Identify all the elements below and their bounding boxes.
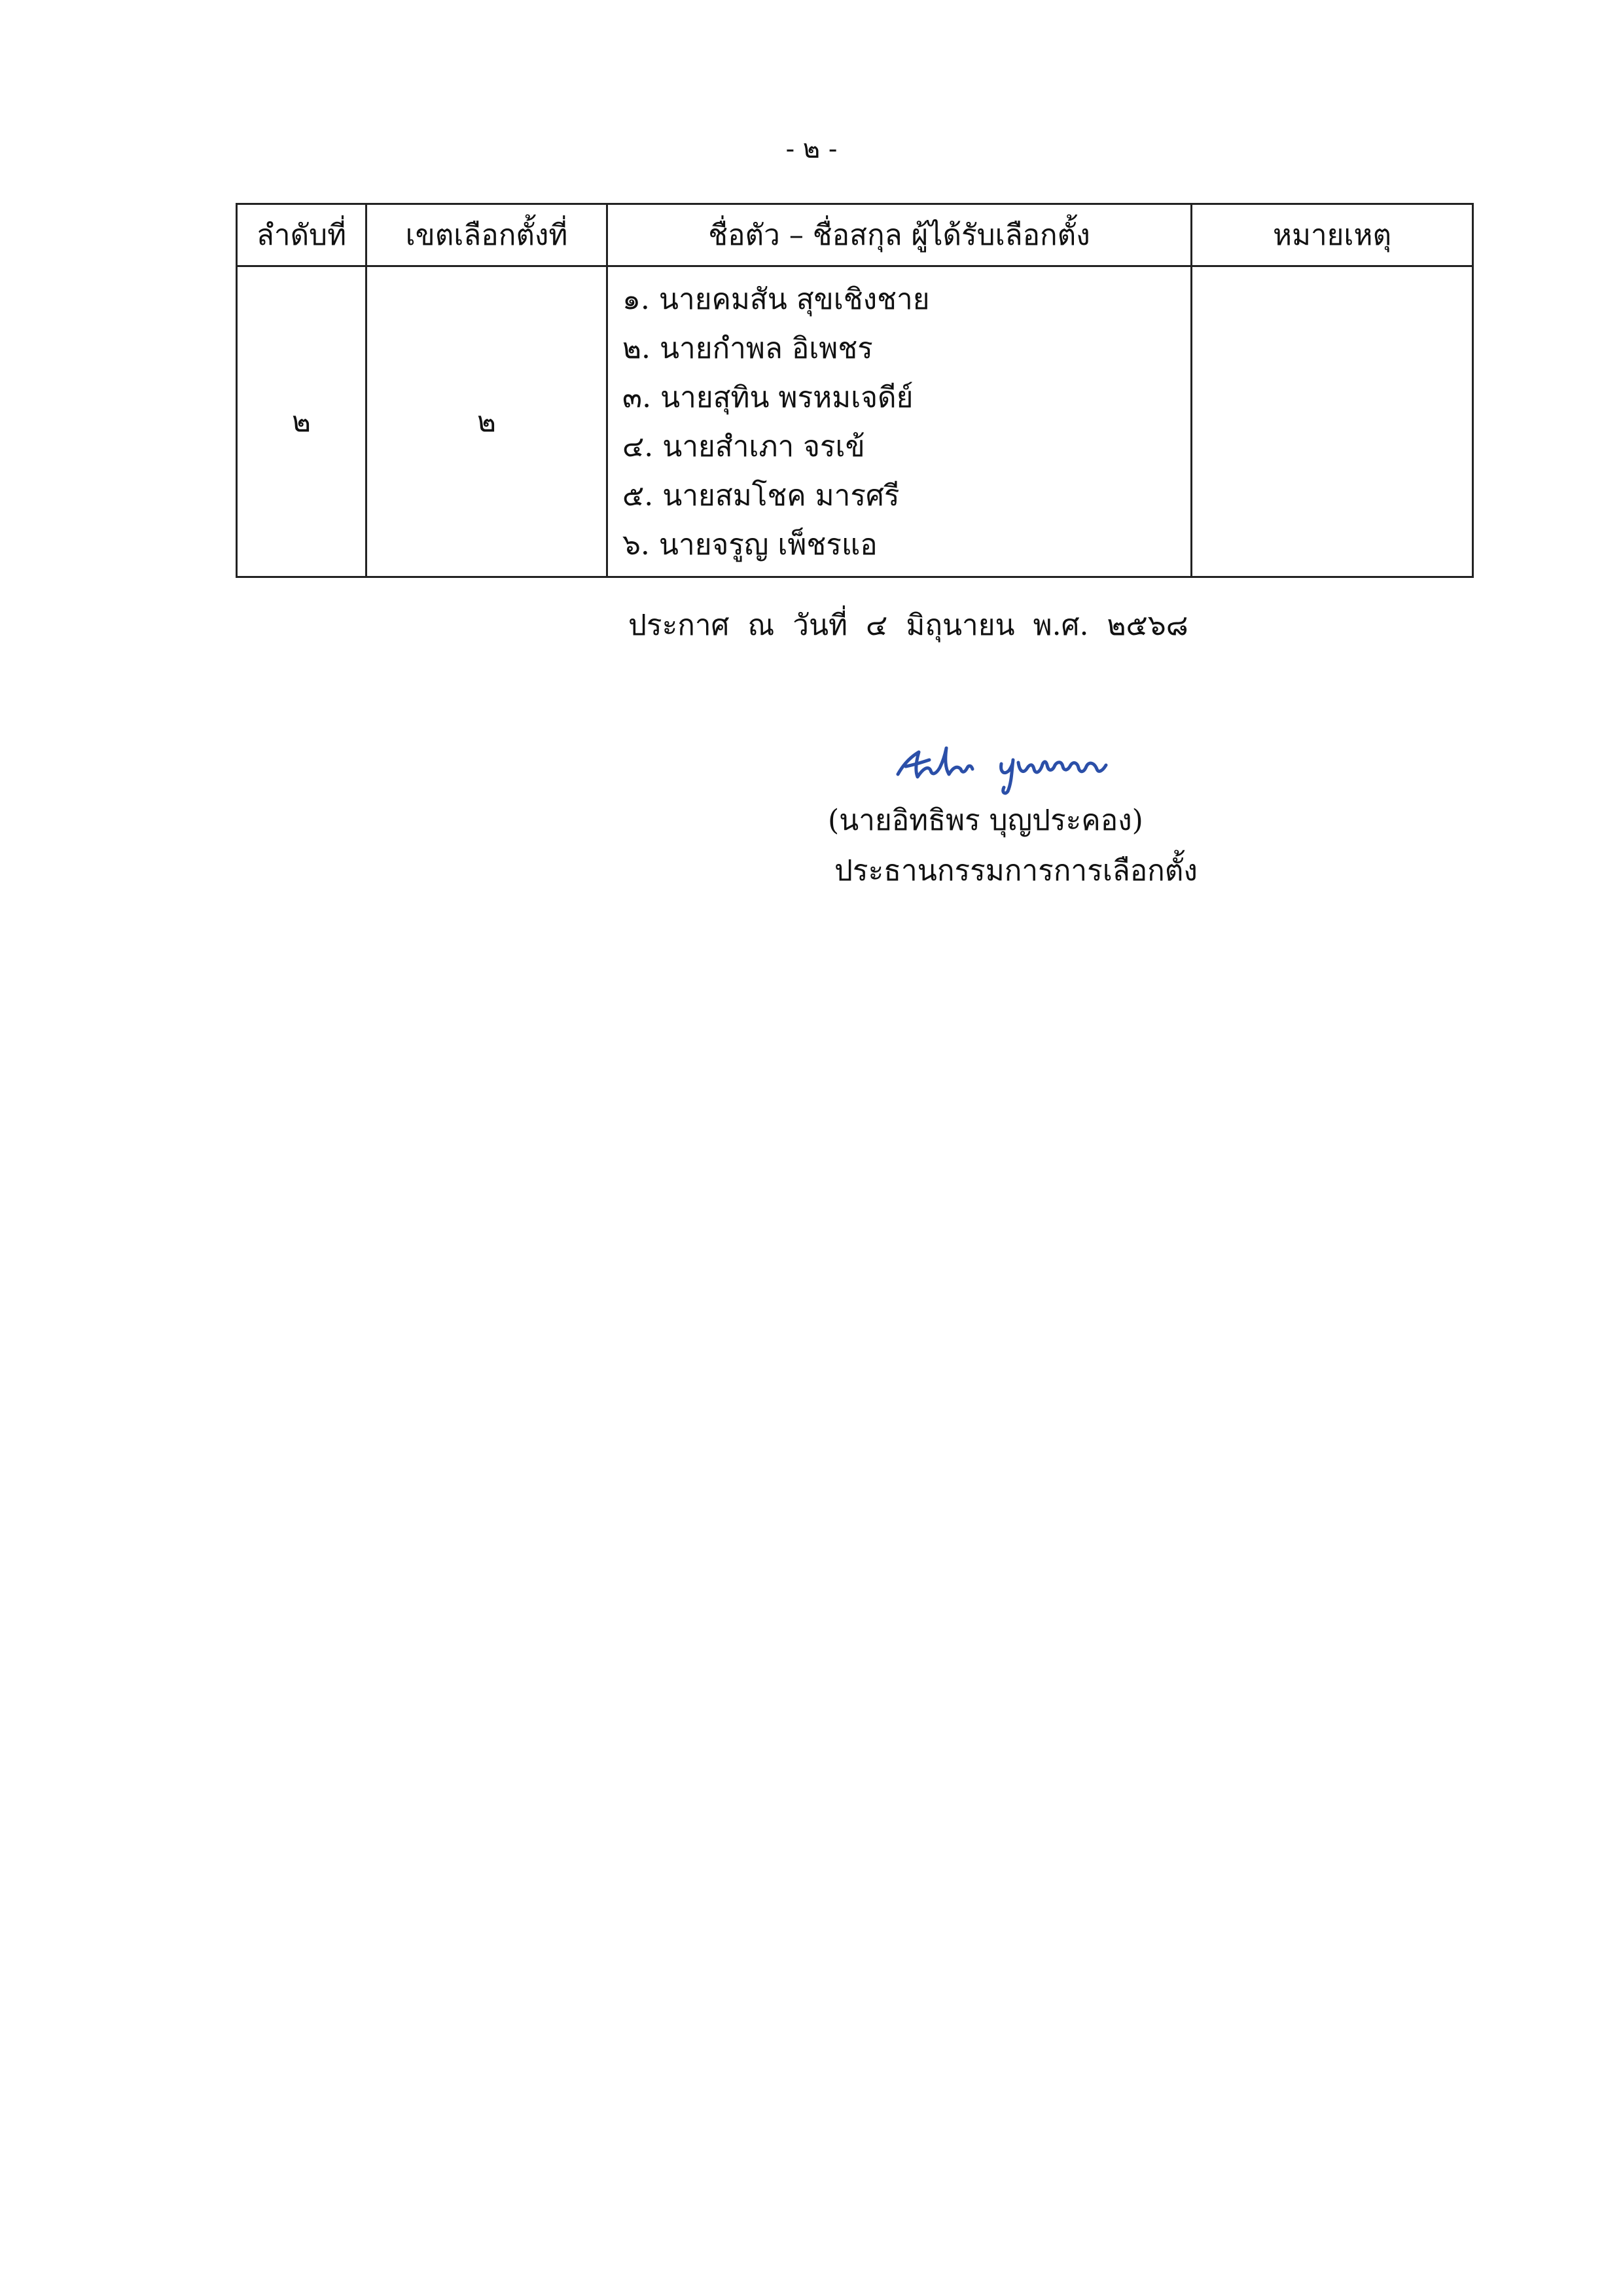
- signature-stroke: [898, 748, 972, 777]
- order-cell: ๒: [237, 266, 366, 577]
- signature-stroke: [1018, 762, 1106, 772]
- header-order: ลำดับที่: [237, 204, 366, 266]
- elected-members-table: [236, 203, 1474, 578]
- page-number: - ๒ -: [785, 134, 838, 164]
- header-remarks: หมายเหตุ: [1192, 204, 1473, 266]
- remarks-cell: [1192, 266, 1473, 577]
- table-header-row: [237, 204, 1473, 266]
- table-row: [237, 266, 1473, 577]
- announcement-date: ประกาศ ณ วันที่ ๔ มิถุนายน พ.ศ. ๒๕๖๘: [628, 609, 1188, 642]
- list-item: ๖. นายจรูญ เพ็ชรแอ: [622, 528, 878, 562]
- district-cell: ๒: [366, 266, 607, 577]
- signer-name: (นายอิทธิพร บุญประคอง): [828, 804, 1143, 837]
- list-item: ๒. นายกำพล อิเพชร: [622, 332, 873, 365]
- handwritten-signature: [890, 736, 1113, 795]
- names-cell: [607, 266, 1192, 577]
- header-district: เขตเลือกตั้งที่: [366, 204, 607, 266]
- list-item: ๔. นายสำเภา จรเข้: [622, 430, 865, 463]
- signature-stroke: [1001, 760, 1013, 793]
- list-item: ๑. นายคมสัน สุขเชิงชาย: [622, 283, 930, 316]
- header-names: ชื่อตัว – ชื่อสกุล ผู้ได้รับเลือกตั้ง: [607, 204, 1192, 266]
- list-item: ๕. นายสมโชค มารศรี: [622, 479, 900, 512]
- elected-names-list: [622, 275, 1190, 569]
- list-item: ๓. นายสุทิน พรหมเจดีย์: [622, 381, 914, 414]
- signer-title: ประธานกรรมการการเลือกตั้ง: [834, 854, 1198, 888]
